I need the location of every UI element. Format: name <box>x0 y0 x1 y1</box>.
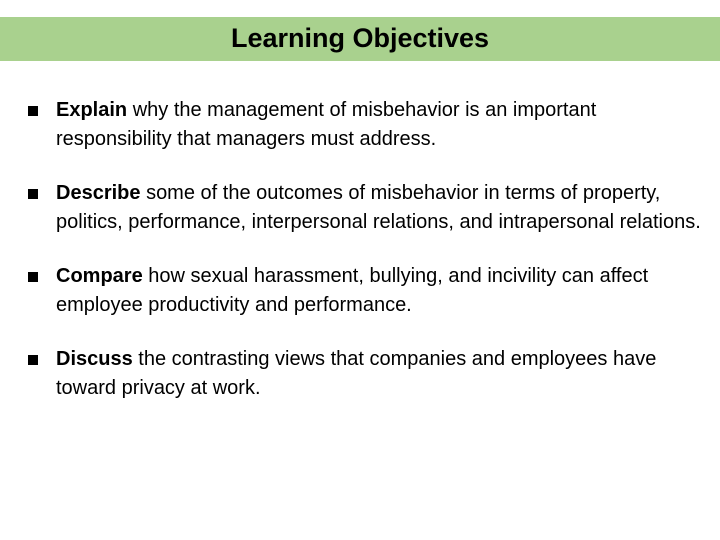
objective-text: how sexual harassment, bullying, and incivility can affect employee productivity and performance. <box>56 265 649 316</box>
objective-verb: Describe <box>56 182 147 204</box>
square-bullet-icon <box>28 189 38 199</box>
objective-text: some of the outcomes of misbehavior in terms of property, politics, performance, interpersonal relations, and intrapersonal relations. <box>56 182 701 233</box>
slide-title: Learning Objectives <box>230 23 490 53</box>
objective-text: the contrasting views that companies and employees have toward privacy at work. <box>56 348 657 399</box>
square-bullet-icon <box>28 355 38 365</box>
objective-text: why the management of misbehavior is an important responsibility that managers must address. <box>56 99 597 150</box>
objectives-list <box>28 96 708 428</box>
square-bullet-icon <box>28 106 38 116</box>
square-bullet-icon <box>28 272 38 282</box>
objective-item <box>28 179 708 237</box>
objective-verb: Discuss <box>56 348 139 370</box>
objective-item <box>28 262 708 320</box>
objective-verb: Compare <box>56 265 149 287</box>
objective-item <box>28 345 708 403</box>
objective-verb: Explain <box>56 99 133 121</box>
objective-item <box>28 96 708 154</box>
